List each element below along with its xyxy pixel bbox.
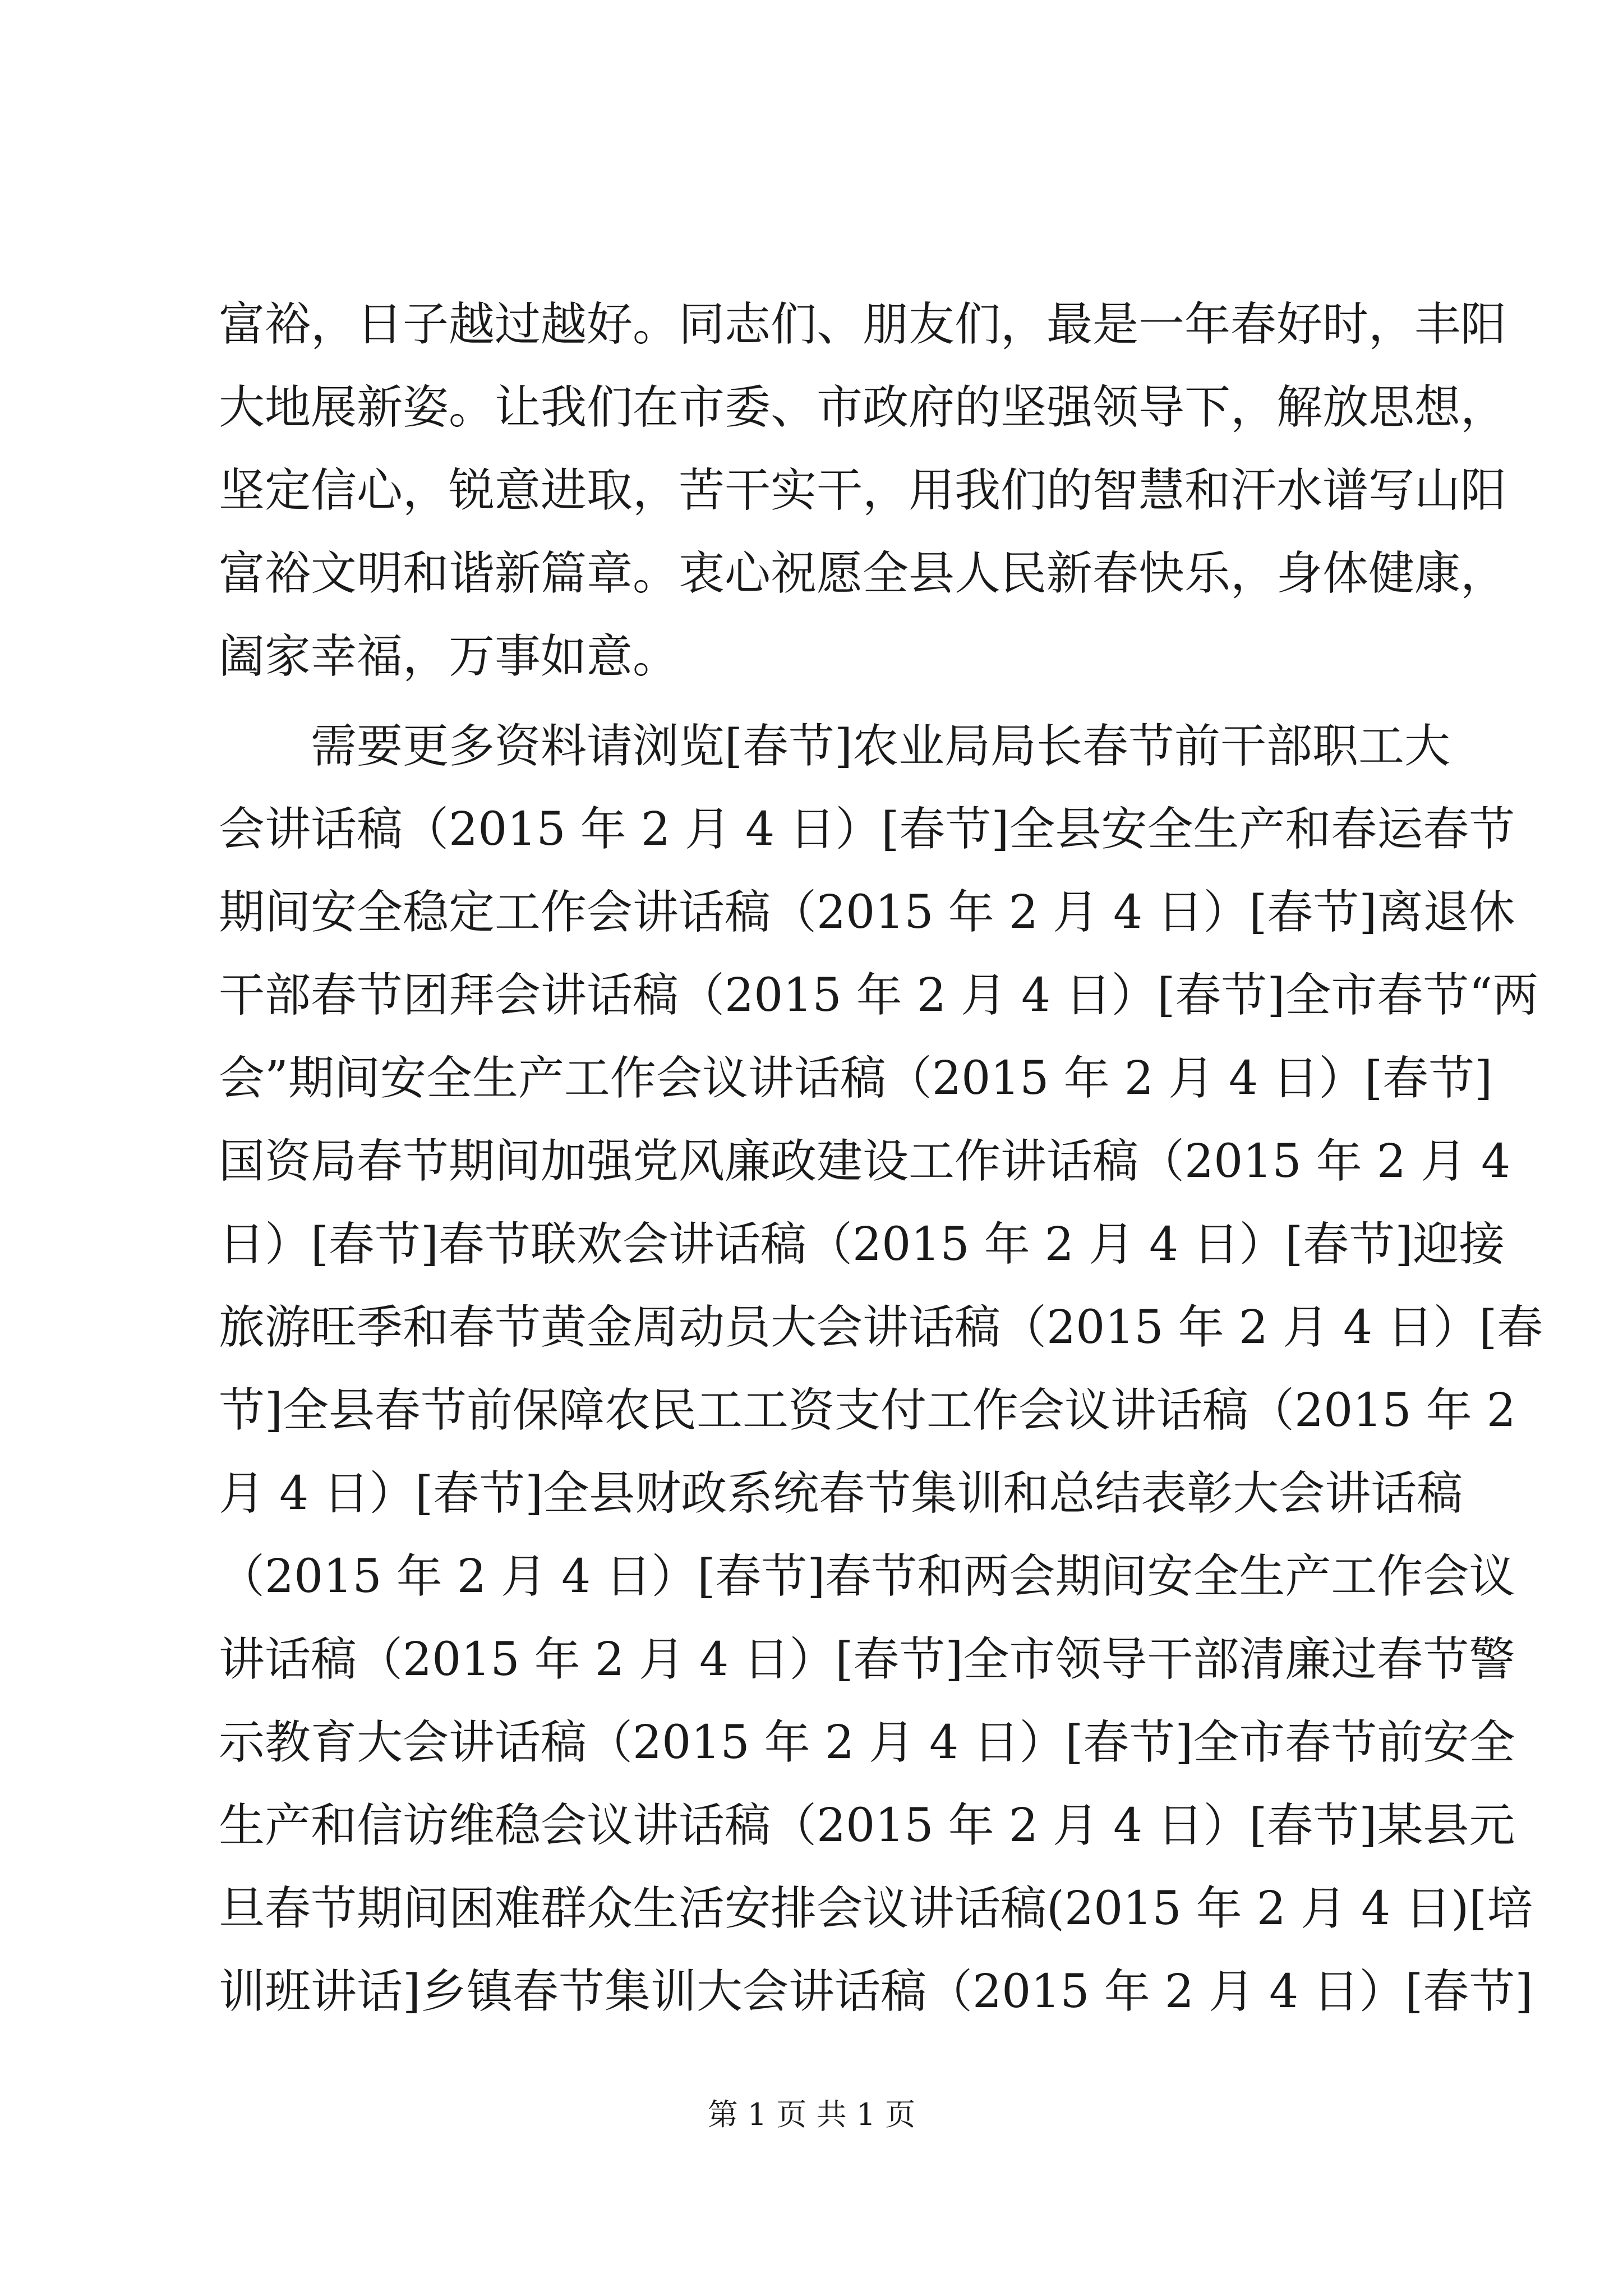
text-line: 干部春节团拜会讲话稿（2015 年 2 月 4 日）[春节]全市春节“两 (219, 969, 1539, 1022)
text-line: 会讲话稿（2015 年 2 月 4 日）[春节]全县安全生产和春运春节 (219, 803, 1515, 856)
text-line: 富裕文明和谐新篇章。衷心祝愿全县人民新春快乐，身体健康， (219, 547, 1507, 600)
text-line: 大地展新姿。让我们在市委、市政府的坚强领导下，解放思想， (219, 381, 1507, 434)
text-line: 旦春节期间困难群众生活安排会议讲话稿(2015 年 2 月 4 日)[培 (219, 1882, 1533, 1935)
text-line: 讲话稿（2015 年 2 月 4 日）[春节]全市领导干部清廉过春节警 (219, 1633, 1515, 1686)
body-text (219, 283, 1543, 2033)
text-line: 节]全县春节前保障农民工工资支付工作会议讲话稿（2015 年 2 (219, 1384, 1516, 1437)
page-footer: 第 1 页 共 1 页 (707, 2097, 916, 2132)
text-line: （2015 年 2 月 4 日）[春节]春节和两会期间安全生产工作会议 (219, 1550, 1515, 1603)
text-line: 坚定信心，锐意进取，苦干实干，用我们的智慧和汗水谱写山阳 (219, 464, 1507, 517)
text-line: 富裕，日子越过越好。同志们、朋友们，最是一年春好时，丰阳 (219, 298, 1507, 351)
text-line: 示教育大会讲话稿（2015 年 2 月 4 日）[春节]全市春节前安全 (219, 1716, 1515, 1769)
text-line: 阖家幸福，万事如意。 (219, 630, 679, 683)
paragraph-gap (219, 698, 1419, 705)
text-line: 生产和信访维稳会议讲话稿（2015 年 2 月 4 日）[春节]某县元 (219, 1799, 1515, 1852)
text-line: 旅游旺季和春节黄金周动员大会讲话稿（2015 年 2 月 4 日）[春 (219, 1301, 1543, 1354)
text-line: 月 4 日）[春节]全县财政系统春节集训和总结表彰大会讲话稿 (219, 1467, 1463, 1520)
text-line: 期间安全稳定工作会讲话稿（2015 年 2 月 4 日）[春节]离退休 (219, 886, 1515, 939)
text-line: 日）[春节]春节联欢会讲话稿（2015 年 2 月 4 日）[春节]迎接 (219, 1218, 1505, 1271)
text-line: 会”期间安全生产工作会议讲话稿（2015 年 2 月 4 日）[春节] (219, 1052, 1493, 1105)
text-line: 国资局春节期间加强党风廉政建设工作讲话稿（2015 年 2 月 4 (219, 1135, 1511, 1188)
text-line: 需要更多资料请浏览[春节]农业局局长春节前干部职工大 (219, 720, 1450, 773)
text-line: 训班讲话]乡镇春节集训大会讲话稿（2015 年 2 月 4 日）[春节] (219, 1965, 1533, 2018)
